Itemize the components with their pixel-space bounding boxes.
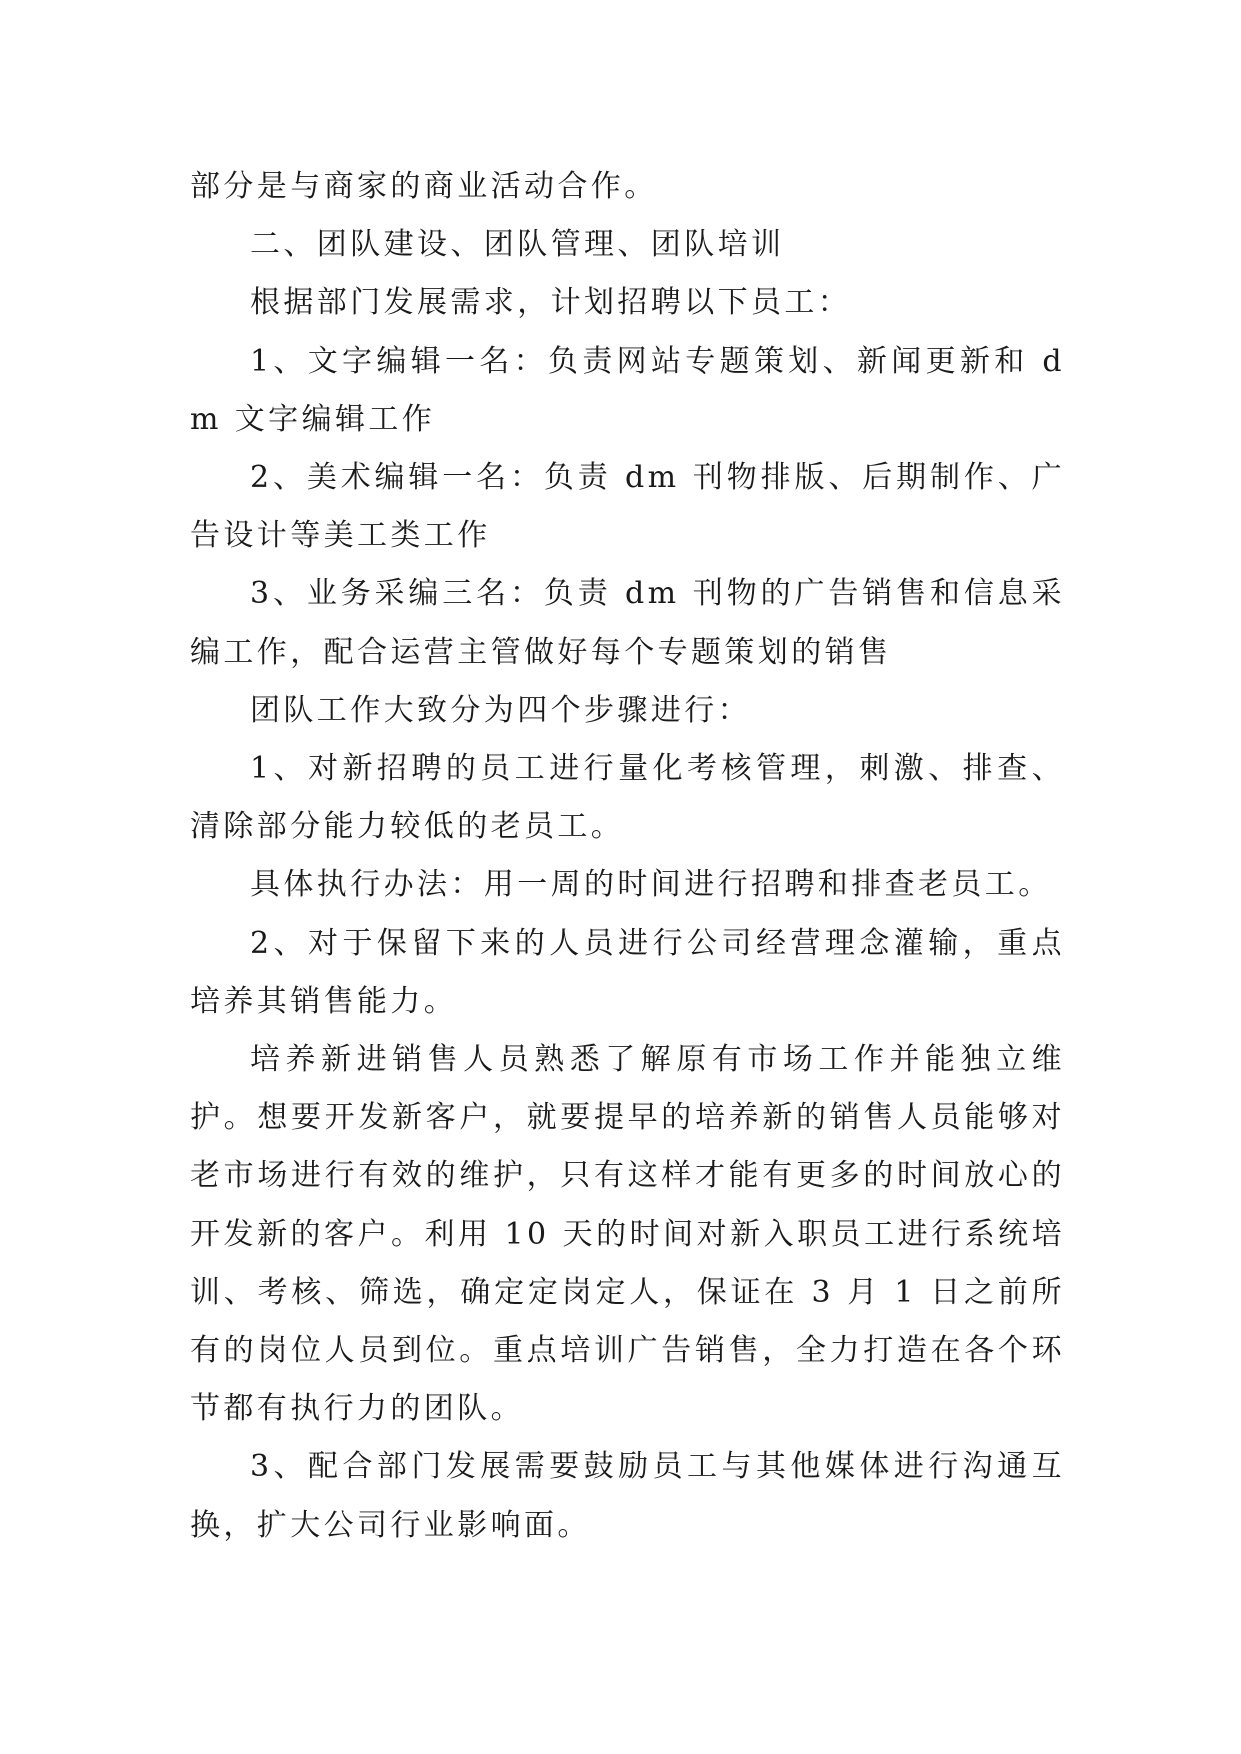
paragraph-3: 根据部门发展需求，计划招聘以下员工： <box>250 285 852 321</box>
paragraph-12: 3、配合部门发展需要鼓励员工与其他媒体进行沟通互换，扩大公司行业影响面。 <box>190 1449 1065 1543</box>
paragraph-7: 团队工作大致分为四个步骤进行： <box>250 692 751 728</box>
paragraph-8: 1、对新招聘的员工进行量化考核管理，刺激、排查、清除部分能力较低的老员工。 <box>190 751 1065 845</box>
document-body <box>190 158 1065 1555</box>
paragraph-6: 3、业务采编三名：负责 dm 刊物的广告销售和信息采编工作，配合运营主管做好每个专题策划的销售 <box>190 576 1065 670</box>
paragraph-11: 培养新进销售人员熟悉了解原有市场工作并能独立维护。想要开发新客户，就要提早的培养新的销售人员能够对老市场进行有效的维护，只有这样才能有更多的时间放心的开发新的客户。利用 10 天的时间对新入职员工进行系统培训、考核、筛选，确定定岗定人，保证在 3 月 1 日之前所有的岗位人员到位。重点培训广告销售，全力打造在各个环节都有执行力的团队。 <box>190 1042 1065 1427</box>
paragraph-2-section-heading: 二、团队建设、团队管理、团队培训 <box>250 227 785 263</box>
paragraph-5: 2、美术编辑一名：负责 dm 刊物排版、后期制作、广告设计等美工类工作 <box>190 460 1065 554</box>
paragraph-4: 1、文字编辑一名：负责网站专题策划、新闻更新和 dm 文字编辑工作 <box>190 343 1065 437</box>
paragraph-1: 部分是与商家的商业活动合作。 <box>190 169 658 204</box>
paragraph-9: 具体执行办法：用一周的时间进行招聘和排查老员工。 <box>250 867 1052 903</box>
paragraph-10: 2、对于保留下来的人员进行公司经营理念灌输，重点培养其销售能力。 <box>190 925 1065 1019</box>
